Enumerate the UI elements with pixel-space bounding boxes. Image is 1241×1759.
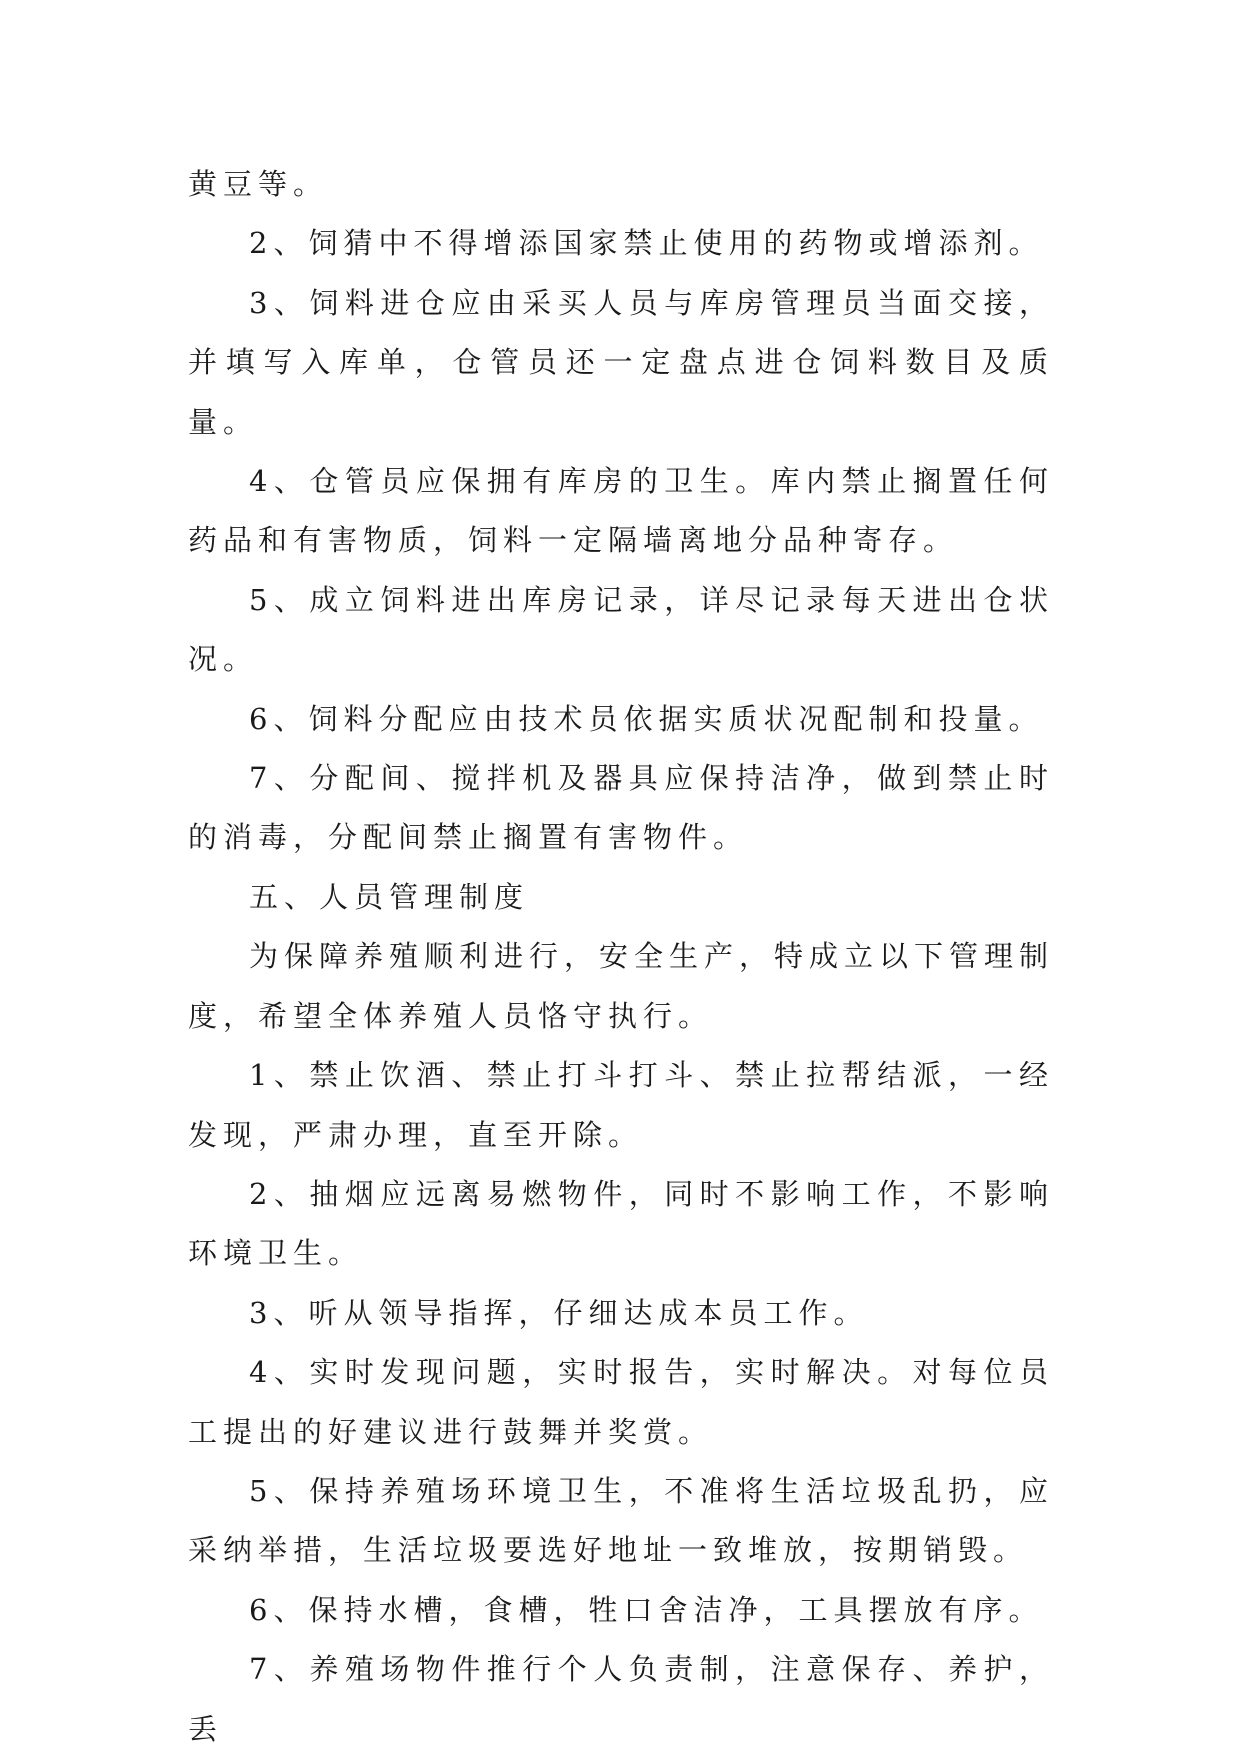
paragraph: 5、保持养殖场环境卫生，不准将生活垃圾乱扔，应采纳举措，生活垃圾要选好地址一致堆放，按期销毁。: [188, 1473, 1054, 1568]
section-heading: 五、人员管理制度: [249, 879, 530, 914]
document-body: [188, 155, 1054, 1759]
paragraph: 6、保持水槽，食槽，牲口舍洁净，工具摆放有序。: [249, 1592, 1044, 1627]
paragraph: 3、听从领导指挥，仔细达成本员工作。: [249, 1295, 869, 1330]
paragraph: 6、饲料分配应由技术员依据实质状况配制和投量。: [249, 701, 1044, 736]
paragraph: 7、养殖场物件推行个人负责制，注意保存、养护，丢: [188, 1652, 1054, 1746]
paragraph: 2、饲猜中不得增添国家禁止使用的药物或增添剂。: [249, 226, 1044, 261]
paragraph: 5、成立饲料进出库房记录，详尽记录每天进出仓状况。: [188, 582, 1054, 677]
paragraph: 2、抽烟应远离易燃物件，同时不影响工作，不影响环境卫生。: [188, 1176, 1054, 1271]
paragraph: 3、饲料进仓应由采买人员与库房管理员当面交接，并填写入库单，仓管员还一定盘点进仓饲料数目及质量。: [188, 285, 1054, 439]
paragraph: 7、分配间、搅拌机及器具应保持洁净，做到禁止时的消毒，分配间禁止搁置有害物件。: [188, 761, 1054, 855]
paragraph: 4、实时发现问题，实时报告，实时解决。对每位员工提出的好建议进行鼓舞并奖赏。: [188, 1355, 1054, 1449]
paragraph: 4、仓管员应保拥有库房的卫生。库内禁止搁置任何药品和有害物质，饲料一定隔墙离地分品种寄存。: [188, 464, 1054, 558]
paragraph: 1、禁止饮酒、禁止打斗打斗、禁止拉帮结派，一经发现，严肃办理，直至开除。: [188, 1058, 1054, 1152]
paragraph: 为保障养殖顺利进行，安全生产，特成立以下管理制度，希望全体养殖人员恪守执行。: [188, 939, 1055, 1033]
paragraph: 黄豆等。: [188, 167, 329, 201]
